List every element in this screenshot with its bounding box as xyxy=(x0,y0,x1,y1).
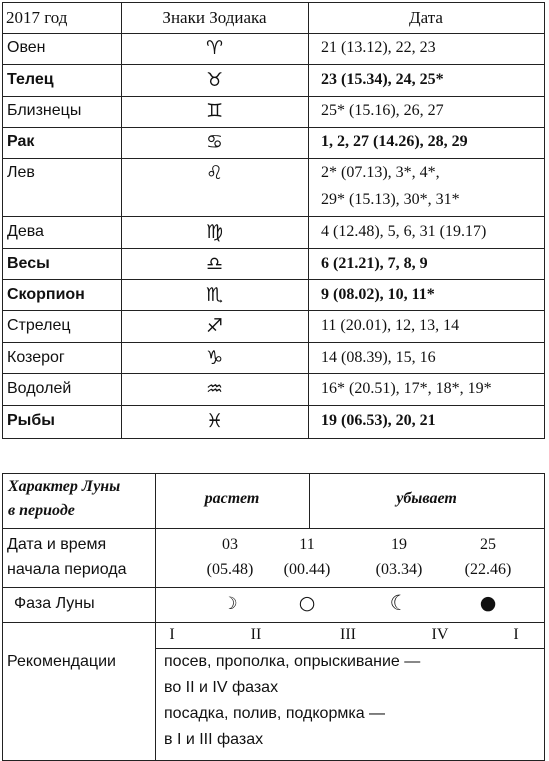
sign-dates: 9 (08.02), 10, 11* xyxy=(321,286,435,303)
header-year: 2017 год xyxy=(6,8,68,27)
moon-character-label-line2: в периоде xyxy=(8,502,75,519)
scorpio-icon: ♏ xyxy=(205,284,224,306)
recommendations-label: Рекомендации xyxy=(7,653,116,670)
gemini-icon: ♊ xyxy=(205,100,224,122)
period-time: (05.48) xyxy=(206,561,254,578)
header-signs: Знаки Зодиака xyxy=(162,8,267,27)
sign-name: Близнецы xyxy=(7,102,82,119)
sagittarius-icon: ♐ xyxy=(205,315,224,337)
phase-numeral: I xyxy=(169,626,175,643)
sign-dates: 4 (12.48), 5, 6, 31 (19.17) xyxy=(321,223,487,240)
period-day: 03 xyxy=(222,536,238,553)
aquarius-icon: ♒ xyxy=(205,378,224,400)
last-quarter-moon-icon: ☾ xyxy=(389,591,409,615)
sign-name: Весы xyxy=(7,255,50,272)
sign-dates: 23 (15.34), 24, 25* xyxy=(321,71,444,88)
virgo-icon: ♍ xyxy=(205,221,224,243)
sign-dates: 1, 2, 27 (14.26), 28, 29 xyxy=(321,133,468,150)
sign-name: Водолей xyxy=(7,380,72,397)
taurus-icon: ♉ xyxy=(205,69,224,91)
sign-dates: 25* (15.16), 26, 27 xyxy=(321,102,444,119)
sign-name: Овен xyxy=(7,39,46,56)
sign-name: Телец xyxy=(7,71,54,88)
sign-name: Лев xyxy=(7,164,35,181)
recommendation-line: во II и IV фазах xyxy=(164,679,279,696)
sign-dates: 19 (06.53), 20, 21 xyxy=(321,412,436,429)
period-day: 19 xyxy=(391,536,407,553)
sign-dates: 16* (20.51), 17*, 18*, 19* xyxy=(321,380,492,397)
sign-dates: 2* (07.13), 3*, 4*, xyxy=(321,164,440,181)
sign-name: Козерог xyxy=(7,349,65,366)
sign-name: Скорпион xyxy=(7,286,85,303)
sign-name: Дева xyxy=(7,223,44,240)
period-day: 11 xyxy=(299,536,315,553)
phase-numeral: III xyxy=(340,626,356,643)
phase-numeral: IV xyxy=(431,626,449,643)
capricorn-icon: ♑ xyxy=(205,347,224,369)
aries-icon: ♈ xyxy=(205,37,224,59)
recommendation-line: посадка, полив, подкормка — xyxy=(164,705,386,722)
sign-dates-continued: 29* (15.13), 30*, 31* xyxy=(321,191,460,208)
period-day: 25 xyxy=(480,536,496,553)
moon-growing-label: растет xyxy=(204,490,260,507)
phase-numeral: II xyxy=(250,626,262,643)
phase-numeral: I xyxy=(513,626,519,643)
moon-phase-label: Фаза Луны xyxy=(14,595,95,612)
header-date: Дата xyxy=(409,8,443,27)
sign-dates: 11 (20.01), 12, 13, 14 xyxy=(321,317,460,334)
period-label: Дата и время xyxy=(7,536,107,553)
sign-dates: 6 (21.21), 7, 8, 9 xyxy=(321,255,428,272)
new-moon-icon: ● xyxy=(479,592,497,614)
recommendation-line: посев, прополка, опрыскивание — xyxy=(164,653,421,670)
sign-dates: 14 (08.39), 15, 16 xyxy=(321,349,436,366)
period-time: (22.46) xyxy=(464,561,512,578)
sign-name: Стрелец xyxy=(7,317,71,334)
sign-name: Рыбы xyxy=(7,412,55,429)
period-time: (03.34) xyxy=(375,561,423,578)
recommendation-line: в I и III фазах xyxy=(164,731,264,748)
sign-dates: 21 (13.12), 22, 23 xyxy=(321,39,436,56)
period-label-line2: начала периода xyxy=(7,561,127,578)
leo-icon: ♌ xyxy=(205,162,224,184)
sign-name: Рак xyxy=(7,133,35,150)
period-time: (00.44) xyxy=(283,561,331,578)
libra-icon: ♎ xyxy=(205,253,224,275)
cancer-icon: ♋ xyxy=(205,131,224,153)
moon-waning-label: убывает xyxy=(396,490,457,507)
pisces-icon: ♓ xyxy=(205,410,224,432)
moon-character-label: Характер Луны xyxy=(8,478,121,495)
first-quarter-moon-icon: ☽ xyxy=(222,594,238,614)
full-moon-icon: ○ xyxy=(298,592,316,614)
